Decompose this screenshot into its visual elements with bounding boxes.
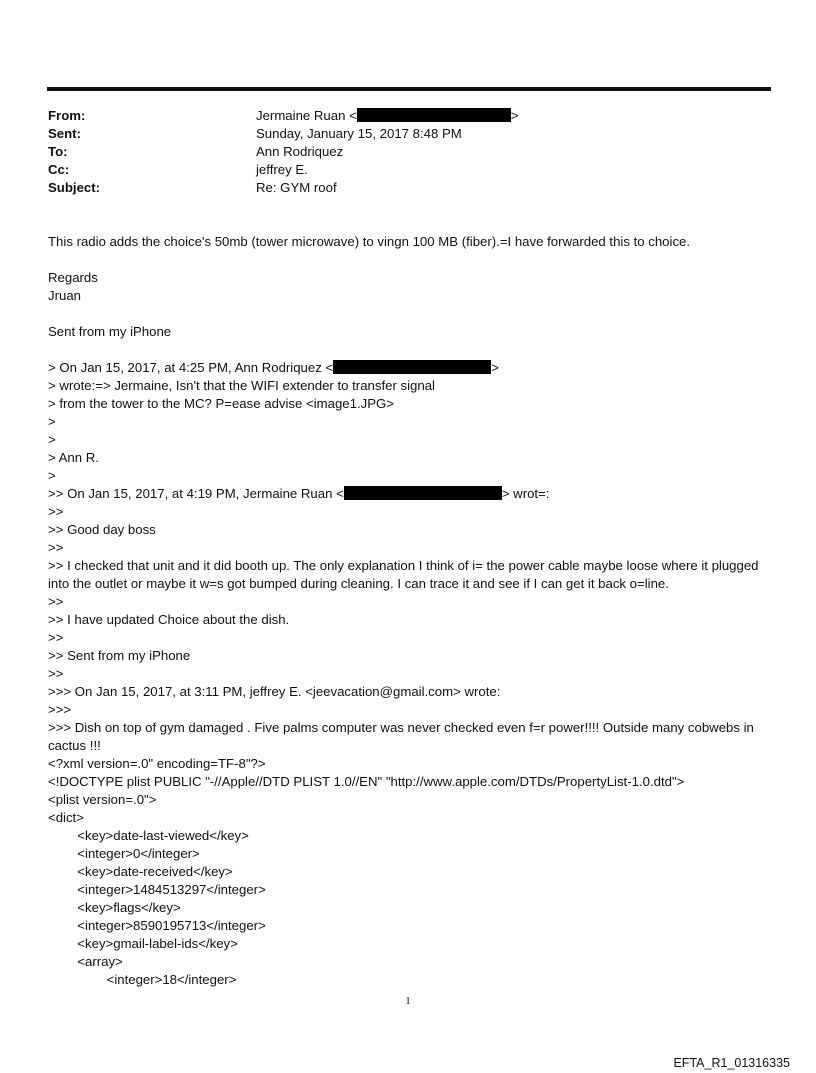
blank-line [48, 305, 768, 323]
quote-line: >> Sent from my iPhone [48, 648, 191, 663]
quote-line: >> [48, 540, 64, 555]
quote-line: >>> On Jan 15, 2017, at 3:11 PM, jeffrey E. <jeevacation@gmail.com> wrote: [48, 684, 501, 699]
quote-line [48, 485, 768, 503]
to-row [48, 143, 519, 161]
quote-line: > [48, 414, 56, 429]
header-rule [47, 87, 771, 91]
sent-label: Sent: [48, 126, 81, 141]
xml-line: <integer>18</integer> [48, 972, 237, 987]
to-label: To: [48, 144, 68, 159]
quote-line: > [48, 432, 56, 447]
xml-line: <plist version=.0"> [48, 792, 157, 807]
quote-line: >> [48, 666, 64, 681]
quote-text: >> On Jan 15, 2017, at 4:19 PM, Jermaine Ruan < [48, 486, 344, 501]
subject-label: Subject: [48, 180, 101, 195]
xml-line: <integer>8590195713</integer> [48, 918, 266, 933]
quote-text: > On Jan 15, 2017, at 4:25 PM, Ann Rodriquez < [48, 360, 334, 375]
subject-row [48, 179, 519, 197]
signature-line: Jruan [48, 288, 81, 303]
cc-row [48, 161, 519, 179]
from-name: Jermaine Ruan < [256, 108, 357, 123]
subject-value: Re: GYM roof [256, 180, 337, 195]
quote-line: >> [48, 594, 64, 609]
body-paragraph: This radio adds the choice's 50mb (tower microwave) to vingn 100 MB (fiber).=I have forwarded this to choice. [48, 234, 691, 249]
quote-line: >> [48, 630, 64, 645]
redaction-box [333, 360, 491, 374]
xml-line: <key>gmail-label-ids</key> [48, 936, 238, 951]
quote-line: >>> Dish on top of gym damaged . Five palms computer was never checked even f=r power!!!! Outside many cobwebs in cactus !!! [48, 720, 754, 753]
quote-line: >> I have updated Choice about the dish. [48, 612, 290, 627]
xml-line: <!DOCTYPE plist PUBLIC "-//Apple//DTD PLIST 1.0//EN" "http://www.apple.com/DTDs/PropertyList-1.0.dtd"> [48, 774, 685, 789]
quote-line: >> I checked that unit and it did booth up. The only explanation I think of i= the power cable maybe loose where it plugged into the outlet or maybe it w=s got bumped during cleaning. I can trace it and see if I can get it back o=line. [48, 558, 759, 591]
blank-line [48, 341, 768, 359]
xml-line: <array> [48, 954, 123, 969]
quote-line: > wrote:=> Jermaine, Isn't that the WIFI extender to transfer signal [48, 378, 435, 393]
xml-line: <key>date-received</key> [48, 864, 233, 879]
sent-row [48, 125, 519, 143]
page-number: 1 [405, 995, 411, 1007]
quote-line: >>> [48, 702, 72, 717]
quote-line: > [48, 468, 56, 483]
xml-line: <integer>0</integer> [48, 846, 200, 861]
regards-line: Regards [48, 270, 98, 285]
redaction-box [357, 108, 511, 122]
email-header [48, 107, 519, 197]
email-body [48, 233, 768, 989]
quote-text: > wrot=: [501, 486, 550, 501]
quote-line: > Ann R. [48, 450, 99, 465]
xml-line: <?xml version=.0" encoding=TF-8"?> [48, 756, 266, 771]
from-close: > [510, 108, 519, 123]
quote-line: >> [48, 504, 64, 519]
quote-line: > from the tower to the MC? P=ease advise <image1.JPG> [48, 396, 394, 411]
from-label: From: [48, 108, 86, 123]
quote-line [48, 359, 768, 377]
sent-value: Sunday, January 15, 2017 8:48 PM [256, 126, 462, 141]
blank-line [48, 251, 768, 269]
from-value [256, 107, 519, 125]
quote-line: >> Good day boss [48, 522, 156, 537]
cc-label: Cc: [48, 162, 70, 177]
from-row [48, 107, 519, 125]
xml-line: <key>flags</key> [48, 900, 181, 915]
quote-text: > [491, 360, 499, 375]
bates-number: EFTA_R1_01316335 [673, 1056, 790, 1070]
xml-line: <dict> [48, 810, 84, 825]
to-value: Ann Rodriquez [256, 144, 344, 159]
sent-from-line: Sent from my iPhone [48, 324, 172, 339]
xml-line: <key>date-last-viewed</key> [48, 828, 249, 843]
cc-value: jeffrey E. [256, 162, 308, 177]
redaction-box [344, 486, 502, 500]
xml-line: <integer>1484513297</integer> [48, 882, 266, 897]
